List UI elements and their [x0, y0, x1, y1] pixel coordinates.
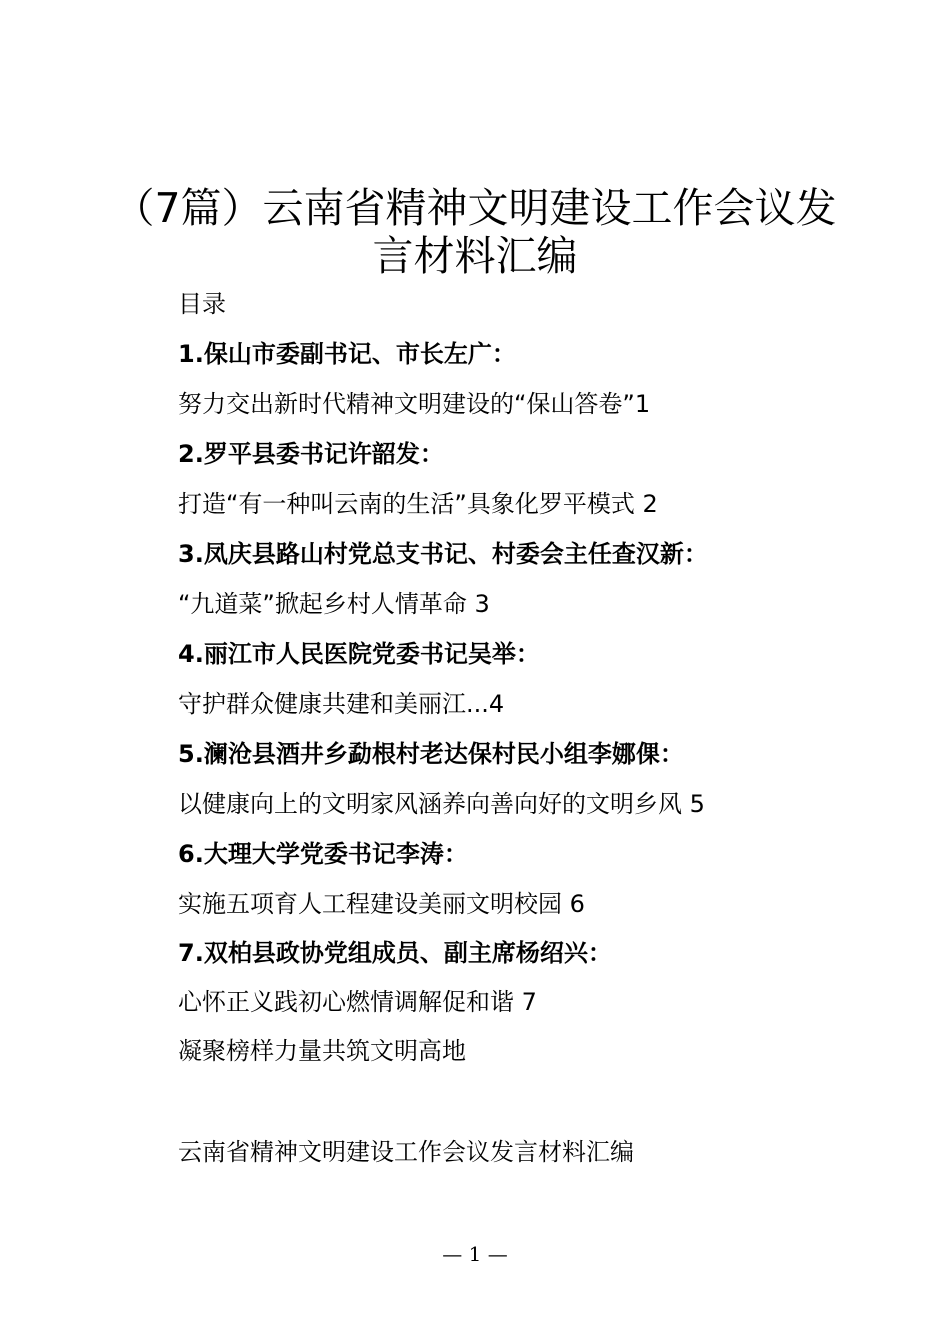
toc-entry-4-subtitle: 守护群众健康共建和美丽江...4 — [178, 690, 505, 718]
toc-entry-4-heading: 4.丽江市人民医院党委书记吴举： — [178, 640, 540, 668]
toc-entry-5-heading: 5.澜沧县酒井乡勐根村老达保村民小组李娜倮： — [178, 740, 684, 768]
toc-entry-1-heading: 1.保山市委副书记、市长左广： — [178, 340, 516, 368]
document-title-line-2: 言材料汇编 — [372, 232, 578, 280]
toc-label: 目录 — [178, 290, 226, 318]
document-title-line-1: （7篇）云南省精神文明建设工作会议发 — [113, 184, 837, 232]
toc-entry-6-subtitle: 实施五项育人工程建设美丽文明校园 6 — [178, 890, 585, 918]
toc-entry-5-subtitle: 以健康向上的文明家风涵养向善向好的文明乡风 5 — [178, 790, 705, 818]
toc-entry-3-heading: 3.凤庆县路山村党总支书记、村委会主任查汉新： — [178, 540, 708, 568]
page-number: — 1 — — [442, 1242, 508, 1266]
body-title: 云南省精神文明建设工作会议发言材料汇编 — [178, 1138, 634, 1166]
toc-entry-3-subtitle: “九道菜”掀起乡村人情革命 3 — [178, 590, 490, 618]
toc-entry-2-subtitle: 打造“有一种叫云南的生活”具象化罗平模式 2 — [178, 490, 658, 518]
toc-extra-entry: 凝聚榜样力量共筑文明高地 — [178, 1037, 466, 1065]
toc-entry-2-heading: 2.罗平县委书记许韶发： — [178, 440, 444, 468]
toc-entry-7-heading: 7.双柏县政协党组成员、副主席杨绍兴： — [178, 939, 612, 967]
toc-entry-1-subtitle: 努力交出新时代精神文明建设的“保山答卷”1 — [178, 390, 651, 418]
toc-entry-7-subtitle: 心怀正义践初心燃情调解促和谐 7 — [178, 988, 537, 1016]
toc-entry-6-heading: 6.大理大学党委书记李涛： — [178, 840, 468, 868]
